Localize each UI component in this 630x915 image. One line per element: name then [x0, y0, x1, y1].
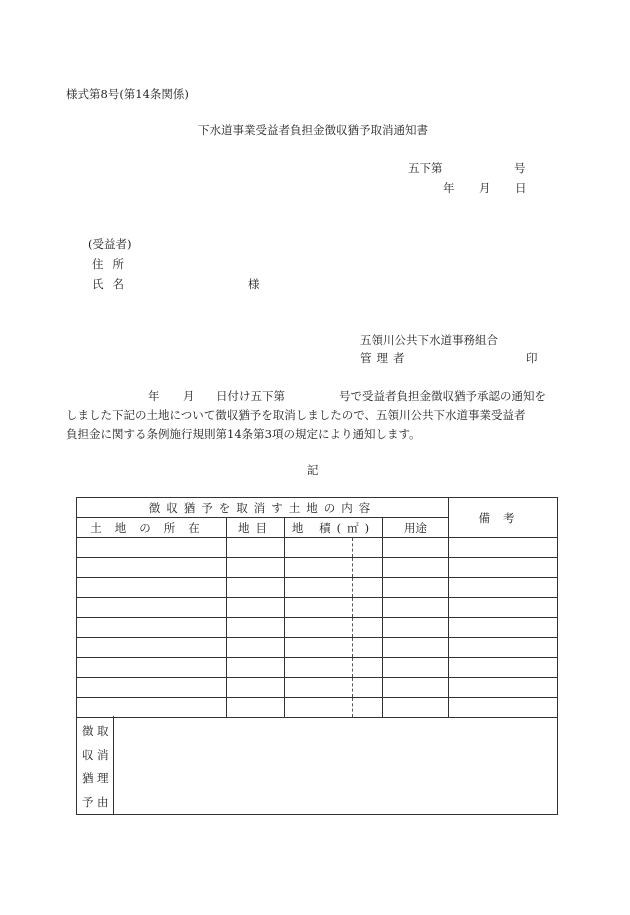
- table-cell[interactable]: [285, 638, 353, 658]
- honorific-label: 様: [248, 277, 260, 291]
- table-row: [77, 598, 558, 618]
- table-cell[interactable]: [227, 578, 285, 598]
- table-cell[interactable]: [227, 658, 285, 678]
- column-location: 土地の所在: [77, 518, 227, 538]
- table-cell[interactable]: [383, 558, 449, 578]
- date-day-label: 日: [515, 181, 527, 195]
- reason-label-char: 徴: [82, 724, 94, 738]
- table-row: [77, 618, 558, 638]
- body-month-label: 月: [183, 389, 195, 403]
- table-cell[interactable]: [449, 578, 558, 598]
- table-cell[interactable]: [353, 538, 383, 558]
- table-row: [77, 678, 558, 698]
- body-line-2: しました下記の土地について徴収猶予を取消しましたので、五領川公共下水道事業受益者: [66, 408, 526, 422]
- form-number-label: 様式第8号(第14条関係): [66, 87, 189, 101]
- table-cell[interactable]: [77, 658, 227, 678]
- table-cell[interactable]: [449, 678, 558, 698]
- column-area: 地 積(㎡): [285, 518, 383, 538]
- issuer-organization: 五領川公共下水道事務組合: [360, 333, 498, 347]
- table-cell[interactable]: [227, 698, 285, 718]
- table-cell[interactable]: [383, 578, 449, 598]
- group-header-cell: 徴収猶予を取消す土地の内容: [77, 498, 449, 518]
- table-cell[interactable]: [449, 638, 558, 658]
- table-row: [77, 658, 558, 678]
- column-land-category: 地目: [227, 518, 285, 538]
- table-cell[interactable]: [285, 658, 353, 678]
- table-cell[interactable]: [285, 558, 353, 578]
- document-number-prefix: 五下第: [408, 161, 443, 175]
- table-cell[interactable]: [353, 638, 383, 658]
- document-number-suffix: 号: [514, 161, 526, 175]
- body-line-3: 負担金に関する条例施行規則第14条第3項の規定により通知します。: [66, 427, 421, 441]
- table-cell[interactable]: [449, 618, 558, 638]
- table-cell[interactable]: [227, 638, 285, 658]
- table-cell[interactable]: [77, 558, 227, 578]
- table-cell[interactable]: [285, 678, 353, 698]
- table-cell[interactable]: [77, 618, 227, 638]
- name-label: 氏名: [92, 277, 133, 291]
- column-usage: 用途: [383, 518, 449, 538]
- table-cell[interactable]: [449, 658, 558, 678]
- table-row: [77, 638, 558, 658]
- table-cell[interactable]: [227, 538, 285, 558]
- table-cell[interactable]: [77, 598, 227, 618]
- reason-label-char: 取: [97, 724, 109, 738]
- table-cell[interactable]: [285, 578, 353, 598]
- table-cell[interactable]: [227, 618, 285, 638]
- table-cell[interactable]: [227, 598, 285, 618]
- note-heading: 記: [307, 463, 319, 477]
- table-cell[interactable]: [227, 558, 285, 578]
- table-cell[interactable]: [285, 698, 353, 718]
- table-cell[interactable]: [353, 598, 383, 618]
- table-cell[interactable]: [285, 598, 353, 618]
- table-cell[interactable]: [449, 558, 558, 578]
- table-cell[interactable]: [353, 558, 383, 578]
- reason-label-char: 由: [97, 795, 109, 809]
- table-cell[interactable]: [353, 678, 383, 698]
- reason-label-char: 理: [97, 771, 109, 785]
- reason-label-char: 予: [82, 795, 94, 809]
- table-header-row: [77, 498, 558, 518]
- table-cell[interactable]: [353, 658, 383, 678]
- address-label: 住所: [92, 257, 133, 271]
- table-cell[interactable]: [353, 618, 383, 638]
- table-cell[interactable]: [383, 698, 449, 718]
- table-cell[interactable]: [449, 538, 558, 558]
- table-cell[interactable]: [383, 638, 449, 658]
- table-cell[interactable]: [383, 538, 449, 558]
- table-cell[interactable]: [227, 678, 285, 698]
- reason-label-char: 猶: [82, 771, 94, 785]
- table-row: [77, 698, 558, 718]
- body-year-label: 年: [148, 389, 160, 403]
- recipient-label: (受益者): [88, 237, 132, 251]
- table-row: [77, 558, 558, 578]
- remarks-header-cell: 備考: [449, 498, 558, 538]
- table-row: [77, 538, 558, 558]
- body-line-1: 号で受益者負担金徴収猶予承認の通知を: [339, 389, 546, 403]
- table-cell[interactable]: [353, 698, 383, 718]
- seal-mark: 印: [526, 351, 538, 365]
- reason-label-column: [77, 716, 114, 814]
- issuer-title: 管理者: [360, 351, 410, 365]
- land-table: [76, 497, 558, 718]
- table-cell[interactable]: [383, 658, 449, 678]
- table-cell[interactable]: [353, 578, 383, 598]
- table-cell[interactable]: [383, 618, 449, 638]
- date-year-label: 年: [443, 181, 455, 195]
- date-month-label: 月: [479, 181, 491, 195]
- reason-label-char: 消: [97, 748, 109, 762]
- table-cell[interactable]: [285, 538, 353, 558]
- table-row: [77, 578, 558, 598]
- table-cell[interactable]: [77, 698, 227, 718]
- table-cell[interactable]: [285, 618, 353, 638]
- reason-label-char: 収: [82, 748, 94, 762]
- table-cell[interactable]: [77, 538, 227, 558]
- cancellation-reason-box[interactable]: [76, 716, 558, 815]
- table-cell[interactable]: [383, 598, 449, 618]
- body-day-ref-label: 日付け五下第: [216, 389, 285, 403]
- table-cell[interactable]: [77, 678, 227, 698]
- table-cell[interactable]: [449, 698, 558, 718]
- table-cell[interactable]: [77, 638, 227, 658]
- document-title: 下水道事業受益者負担金徴収猶予取消通知書: [198, 123, 428, 137]
- table-cell[interactable]: [449, 598, 558, 618]
- table-cell[interactable]: [383, 678, 449, 698]
- table-cell[interactable]: [77, 578, 227, 598]
